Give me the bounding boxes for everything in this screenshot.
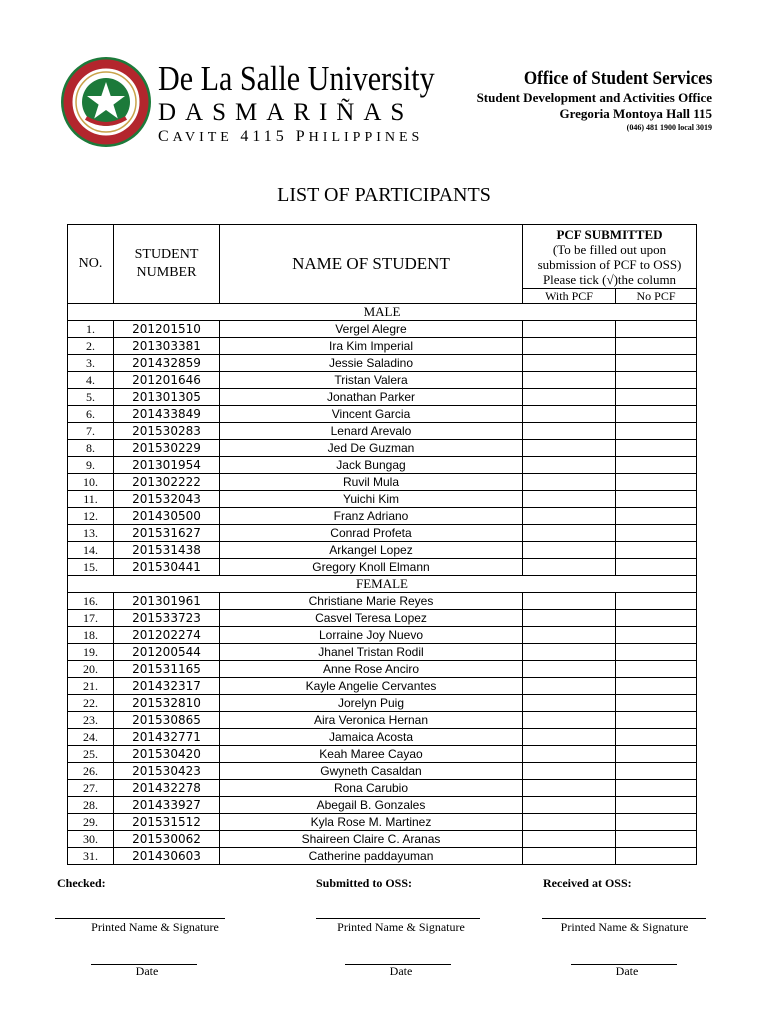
row-number: 22. [68, 695, 114, 712]
office-phone: (046) 481 1900 local 3019 [626, 123, 712, 132]
no-pcf-cell[interactable] [616, 763, 697, 780]
table-row [68, 372, 697, 389]
with-pcf-cell[interactable] [523, 321, 616, 338]
university-seal-icon [60, 56, 152, 148]
row-number: 7. [68, 423, 114, 440]
row-number: 5. [68, 389, 114, 406]
with-pcf-cell[interactable] [523, 423, 616, 440]
no-pcf-cell[interactable] [616, 372, 697, 389]
student-name: Franz Adriano [220, 508, 523, 525]
no-pcf-cell[interactable] [616, 508, 697, 525]
student-name: Casvel Teresa Lopez [220, 610, 523, 627]
row-number: 4. [68, 372, 114, 389]
row-number: 11. [68, 491, 114, 508]
table-row [68, 831, 697, 848]
student-name: Conrad Profeta [220, 525, 523, 542]
submitted-signature-line [316, 918, 480, 919]
student-name: Christiane Marie Reyes [220, 593, 523, 610]
table-row [68, 797, 697, 814]
office-block [477, 68, 712, 134]
with-pcf-cell[interactable] [523, 525, 616, 542]
row-number: 8. [68, 440, 114, 457]
student-name: Vincent Garcia [220, 406, 523, 423]
with-pcf-cell[interactable] [523, 457, 616, 474]
student-name: Ruvil Mula [220, 474, 523, 491]
no-pcf-cell[interactable] [616, 678, 697, 695]
student-name: Catherine paddayuman [220, 848, 523, 865]
table-row [68, 593, 697, 610]
row-number: 17. [68, 610, 114, 627]
with-pcf-cell[interactable] [523, 797, 616, 814]
no-pcf-cell[interactable] [616, 814, 697, 831]
university-address: CAVITE 4115 PHILIPPINES [158, 128, 424, 145]
student-number: 201530420 [114, 746, 220, 763]
no-pcf-cell[interactable] [616, 780, 697, 797]
row-number: 16. [68, 593, 114, 610]
with-pcf-cell[interactable] [523, 848, 616, 865]
checked-date: Date [135, 964, 159, 978]
no-pcf-cell[interactable] [616, 559, 697, 576]
submitted-printed-name: Printed Name & Signature [337, 920, 465, 934]
no-pcf-cell[interactable] [616, 542, 697, 559]
student-name: Gregory Knoll Elmann [220, 559, 523, 576]
no-pcf-cell[interactable] [616, 491, 697, 508]
no-pcf-cell[interactable] [616, 644, 697, 661]
student-number: 201531627 [114, 525, 220, 542]
checked-printed-name: Printed Name & Signature [91, 920, 219, 934]
student-name: Jessie Saladino [220, 355, 523, 372]
table-row [68, 712, 697, 729]
with-pcf-cell[interactable] [523, 678, 616, 695]
table-row [68, 338, 697, 355]
row-number: 19. [68, 644, 114, 661]
student-name: Jorelyn Puig [220, 695, 523, 712]
student-name: Lorraine Joy Nuevo [220, 627, 523, 644]
student-name: Yuichi Kim [220, 491, 523, 508]
student-number: 201530229 [114, 440, 220, 457]
row-number: 21. [68, 678, 114, 695]
received-date: Date [615, 964, 639, 978]
section-label: MALE [68, 304, 697, 321]
table-row [68, 474, 697, 491]
table-row [68, 542, 697, 559]
table-row [68, 525, 697, 542]
no-pcf-cell[interactable] [616, 746, 697, 763]
student-number: 201301961 [114, 593, 220, 610]
section-row [68, 576, 697, 593]
table-row [68, 440, 697, 457]
header-student-number: STUDENT NUMBER [114, 225, 220, 304]
university-name: De La Salle University [158, 59, 435, 98]
student-number: 201533723 [114, 610, 220, 627]
row-number: 12. [68, 508, 114, 525]
roster-body [68, 304, 697, 865]
table-row [68, 644, 697, 661]
student-name: Tristan Valera [220, 372, 523, 389]
table-row [68, 814, 697, 831]
no-pcf-cell[interactable] [616, 355, 697, 372]
submitted-date: Date [389, 964, 413, 978]
student-name: Ira Kim Imperial [220, 338, 523, 355]
row-number: 30. [68, 831, 114, 848]
with-pcf-cell[interactable] [523, 661, 616, 678]
table-row [68, 610, 697, 627]
table-row [68, 661, 697, 678]
row-number: 6. [68, 406, 114, 423]
with-pcf-cell[interactable] [523, 763, 616, 780]
table-row [68, 729, 697, 746]
office-title: Office of Student Services [523, 68, 712, 89]
participants-table [67, 224, 697, 865]
letterhead [0, 0, 768, 160]
row-number: 18. [68, 627, 114, 644]
no-pcf-cell[interactable] [616, 389, 697, 406]
with-pcf-cell[interactable] [523, 440, 616, 457]
row-number: 14. [68, 542, 114, 559]
student-name: Abegail B. Gonzales [220, 797, 523, 814]
student-number: 201530062 [114, 831, 220, 848]
no-pcf-cell[interactable] [616, 797, 697, 814]
with-pcf-cell[interactable] [523, 695, 616, 712]
with-pcf-cell[interactable] [523, 780, 616, 797]
table-row [68, 457, 697, 474]
student-number: 201201646 [114, 372, 220, 389]
with-pcf-cell[interactable] [523, 559, 616, 576]
row-number: 20. [68, 661, 114, 678]
no-pcf-cell[interactable] [616, 593, 697, 610]
student-number: 201530865 [114, 712, 220, 729]
no-pcf-cell[interactable] [616, 848, 697, 865]
no-pcf-cell[interactable] [616, 457, 697, 474]
student-name: Kayle Angelie Cervantes [220, 678, 523, 695]
header-no: NO. [68, 225, 114, 304]
table-row [68, 763, 697, 780]
row-number: 9. [68, 457, 114, 474]
with-pcf-cell[interactable] [523, 355, 616, 372]
student-number: 201531512 [114, 814, 220, 831]
pcf-note: (To be filled out upon submission of PCF to OSS) Please tick (√)the column [537, 242, 682, 287]
row-number: 1. [68, 321, 114, 338]
row-number: 23. [68, 712, 114, 729]
with-pcf-cell[interactable] [523, 644, 616, 661]
with-pcf-cell[interactable] [523, 372, 616, 389]
table-row [68, 491, 697, 508]
header-name: NAME OF STUDENT [220, 225, 523, 304]
section-label: FEMALE [68, 576, 697, 593]
table-row [68, 321, 697, 338]
with-pcf-cell[interactable] [523, 542, 616, 559]
section-row [68, 304, 697, 321]
document-title: LIST OF PARTICIPANTS [277, 184, 491, 206]
student-number: 201202274 [114, 627, 220, 644]
student-name: Jed De Guzman [220, 440, 523, 457]
checked-signature-line [55, 918, 225, 919]
student-name: Jhanel Tristan Rodil [220, 644, 523, 661]
no-pcf-cell[interactable] [616, 423, 697, 440]
student-name: Gwyneth Casaldan [220, 763, 523, 780]
student-name: Keah Maree Cayao [220, 746, 523, 763]
no-pcf-cell[interactable] [616, 321, 697, 338]
university-campus: DASMARIÑAS [158, 99, 414, 126]
pcf-title: PCF SUBMITTED [556, 227, 663, 242]
row-number: 2. [68, 338, 114, 355]
table-row [68, 559, 697, 576]
table-row [68, 695, 697, 712]
row-number: 26. [68, 763, 114, 780]
student-name: Jonathan Parker [220, 389, 523, 406]
received-printed-name: Printed Name & Signature [560, 920, 689, 934]
no-pcf-cell[interactable] [616, 610, 697, 627]
no-pcf-cell[interactable] [616, 440, 697, 457]
row-number: 10. [68, 474, 114, 491]
with-pcf-cell[interactable] [523, 746, 616, 763]
student-name: Kyla Rose M. Martinez [220, 814, 523, 831]
student-number: 201432771 [114, 729, 220, 746]
with-pcf-cell[interactable] [523, 338, 616, 355]
no-pcf-cell[interactable] [616, 712, 697, 729]
student-number: 201201510 [114, 321, 220, 338]
with-pcf-cell[interactable] [523, 406, 616, 423]
with-pcf-cell[interactable] [523, 729, 616, 746]
student-number: 201433849 [114, 406, 220, 423]
row-number: 13. [68, 525, 114, 542]
student-number: 201303381 [114, 338, 220, 355]
student-number: 201530283 [114, 423, 220, 440]
office-location: Gregoria Montoya Hall 115 [559, 106, 712, 121]
student-number: 201432317 [114, 678, 220, 695]
row-number: 28. [68, 797, 114, 814]
student-number: 201433927 [114, 797, 220, 814]
table-row [68, 508, 697, 525]
no-pcf-cell[interactable] [616, 474, 697, 491]
no-pcf-cell[interactable] [616, 729, 697, 746]
student-name: Aira Veronica Hernan [220, 712, 523, 729]
student-number: 201432278 [114, 780, 220, 797]
student-name: Vergel Alegre [220, 321, 523, 338]
with-pcf-cell[interactable] [523, 814, 616, 831]
row-number: 25. [68, 746, 114, 763]
table-row [68, 678, 697, 695]
with-pcf-cell[interactable] [523, 712, 616, 729]
student-name: Anne Rose Anciro [220, 661, 523, 678]
header-pcf [523, 225, 697, 289]
table-row [68, 848, 697, 865]
table-row [68, 406, 697, 423]
received-label: Received at OSS: [543, 876, 632, 890]
with-pcf-cell[interactable] [523, 610, 616, 627]
student-number: 201200544 [114, 644, 220, 661]
student-number: 201531165 [114, 661, 220, 678]
no-pcf-cell[interactable] [616, 338, 697, 355]
with-pcf-cell[interactable] [523, 508, 616, 525]
with-pcf-cell[interactable] [523, 593, 616, 610]
with-pcf-cell[interactable] [523, 389, 616, 406]
student-number: 201430603 [114, 848, 220, 865]
student-name: Jamaica Acosta [220, 729, 523, 746]
with-pcf-cell[interactable] [523, 831, 616, 848]
row-number: 27. [68, 780, 114, 797]
with-pcf-cell[interactable] [523, 474, 616, 491]
row-number: 3. [68, 355, 114, 372]
with-pcf-cell[interactable] [523, 627, 616, 644]
header-with-pcf: With PCF [523, 289, 616, 304]
student-name: Jack Bungag [220, 457, 523, 474]
submitted-label: Submitted to OSS: [316, 876, 413, 890]
checked-label: Checked: [57, 876, 106, 890]
student-number: 201302222 [114, 474, 220, 491]
row-number: 31. [68, 848, 114, 865]
row-number: 29. [68, 814, 114, 831]
table-row [68, 780, 697, 797]
header-no-pcf: No PCF [616, 289, 697, 304]
student-number: 201432859 [114, 355, 220, 372]
with-pcf-cell[interactable] [523, 491, 616, 508]
student-number: 201301305 [114, 389, 220, 406]
student-number: 201532043 [114, 491, 220, 508]
table-row [68, 389, 697, 406]
no-pcf-cell[interactable] [616, 695, 697, 712]
received-signature-line [542, 918, 706, 919]
row-number: 24. [68, 729, 114, 746]
student-name: Arkangel Lopez [220, 542, 523, 559]
no-pcf-cell[interactable] [616, 831, 697, 848]
student-number: 201531438 [114, 542, 220, 559]
table-row [68, 627, 697, 644]
table-row [68, 746, 697, 763]
student-name: Rona Carubio [220, 780, 523, 797]
no-pcf-cell[interactable] [616, 525, 697, 542]
student-number: 201530423 [114, 763, 220, 780]
no-pcf-cell[interactable] [616, 627, 697, 644]
student-number: 201530441 [114, 559, 220, 576]
student-number: 201430500 [114, 508, 220, 525]
table-row [68, 423, 697, 440]
student-number: 201532810 [114, 695, 220, 712]
no-pcf-cell[interactable] [616, 661, 697, 678]
table-row [68, 355, 697, 372]
office-unit: Student Development and Activities Office [476, 90, 712, 105]
student-number: 201301954 [114, 457, 220, 474]
no-pcf-cell[interactable] [616, 406, 697, 423]
row-number: 15. [68, 559, 114, 576]
student-name: Shaireen Claire C. Aranas [220, 831, 523, 848]
student-name: Lenard Arevalo [220, 423, 523, 440]
